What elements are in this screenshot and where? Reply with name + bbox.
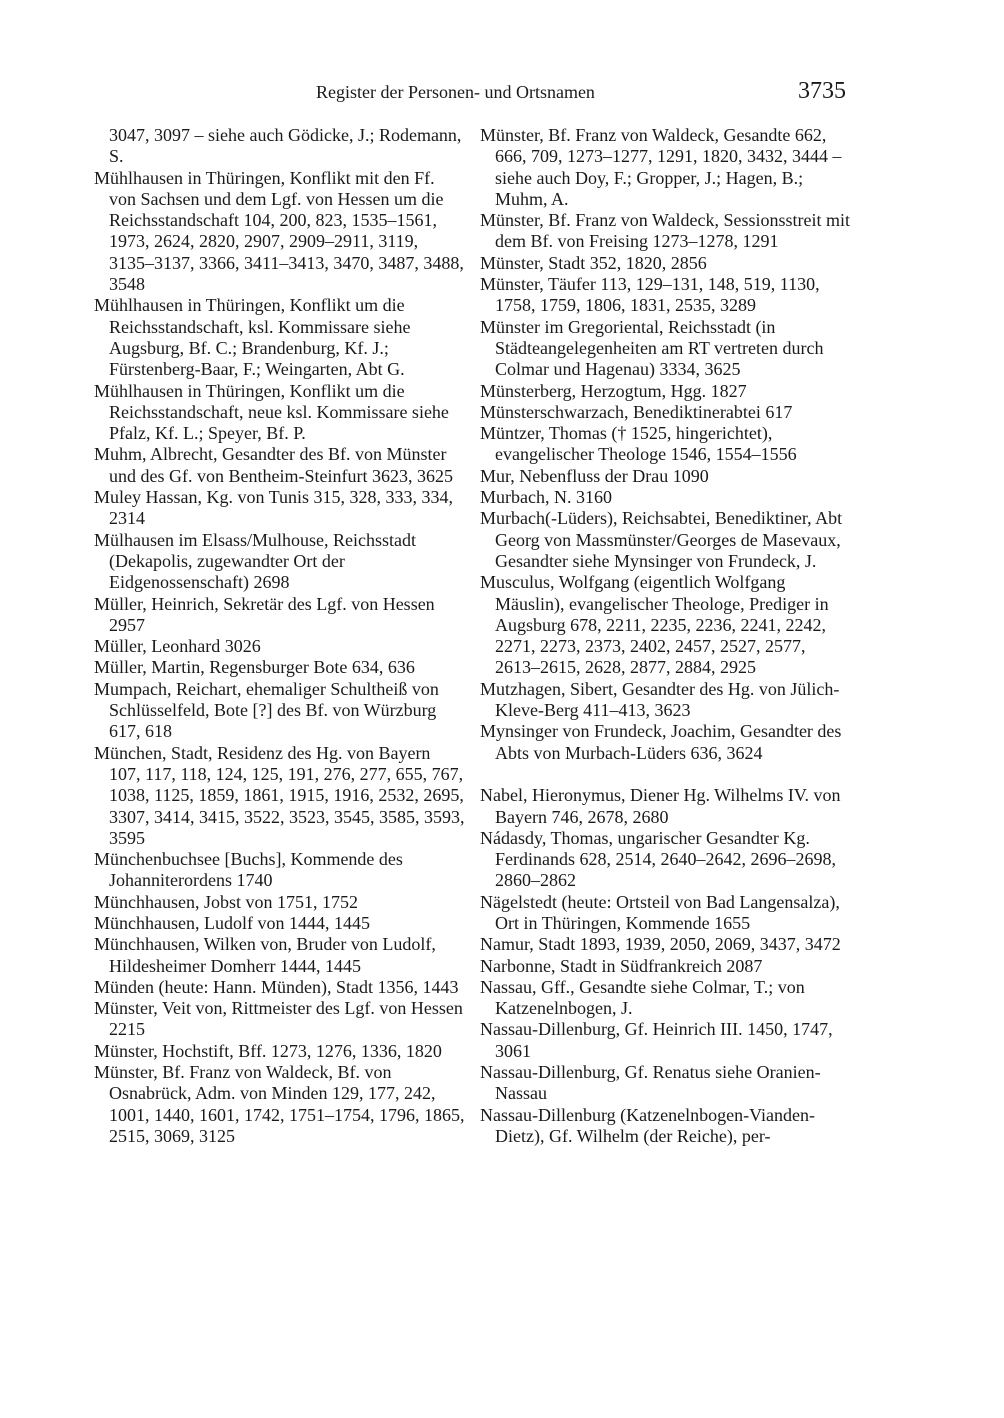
index-entry: Nassau-Dillenburg, Gf. Heinrich III. 1450, 1747, 3061 [480, 1019, 833, 1061]
index-entry: Mutzhagen, Sibert, Gesandter des Hg. von Jülich-Kleve-Berg 411–413, 3623 [480, 678, 840, 721]
index-entry: 3047, 3097 – siehe auch Gödicke, J.; Rodemann, S. [109, 125, 462, 167]
index-entry: Nassau, Gff., Gesandte siehe Colmar, T.; von Katzenelnbogen, J. [480, 976, 805, 1019]
letter-section-gap [480, 764, 854, 785]
index-column-left [94, 125, 466, 1147]
index-entry: Nabel, Hieronymus, Diener Hg. Wilhelms IV. von Bayern 746, 2678, 2680 [480, 785, 841, 827]
index-entry: Mülhausen im Elsass/Mulhouse, Reichsstadt (Dekapolis, zugewandter Ort der Eidgenossenschaft) 2698 [94, 529, 416, 593]
index-entry: Muley Hassan, Kg. von Tunis 315, 328, 333, 334, 2314 [94, 487, 454, 529]
index-entry: Münster im Gregoriental, Reichsstadt (in Städteangelegenheiten am RT vertreten durch Colmar und Hagenau) 3334, 3625 [480, 316, 824, 380]
index-entry: Müller, Martin, Regensburger Bote 634, 636 [94, 657, 415, 678]
index-entry: Nassau-Dillenburg (Katzenelnbogen-Vianden-Dietz), Gf. Wilhelm (der Reiche), per- [480, 1104, 815, 1146]
index-entry: Münchhausen, Jobst von 1751, 1752 [94, 891, 358, 912]
index-entry: Murbach(-Lüders), Reichsabtei, Benediktiner, Abt Georg von Massmünster/Georges de Masevaux, Gesandter siehe Mynsinger von Frundeck, J. [480, 508, 843, 571]
index-entry: Musculus, Wolfgang (eigentlich Wolfgang Mäuslin), evangelischer Theologe, Prediger in Augsburg 678, 2211, 2235, 2236, 2241, 2242, 2271, 2273, 2373, 2402, 2457, 2527, 2577, 2613–2615, 2628, 2877, 2884, 2925 [480, 572, 829, 678]
index-entry: Münster, Stadt 352, 1820, 2856 [480, 252, 707, 273]
index-entry: Münster, Bf. Franz von Waldeck, Bf. von Osnabrück, Adm. von Minden 129, 177, 242, 1001, 1440, 1601, 1742, 1751–1754, 1796, 1865, 2515, 3069, 3125 [94, 1062, 465, 1146]
index-entry: Nassau-Dillenburg, Gf. Renatus siehe Oranien-Nassau [480, 1062, 821, 1104]
page-number: 3735 [798, 78, 846, 104]
running-header [0, 78, 1004, 108]
index-entry: Mynsinger von Frundeck, Joachim, Gesandter des Abts von Murbach-Lüders 636, 3624 [480, 721, 842, 763]
index-entry: Muhm, Albrecht, Gesandter des Bf. von Münster und des Gf. von Bentheim-Steinfurt 3623, 3625 [94, 444, 453, 486]
index-entry: Nádasdy, Thomas, ungarischer Gesandter Kg. Ferdinands 628, 2514, 2640–2642, 2696–2698, 2860–2862 [480, 827, 836, 891]
index-entry: Münster, Hochstift, Bff. 1273, 1276, 1336, 1820 [94, 1040, 442, 1061]
index-column-right [480, 125, 854, 1147]
index-entry: Münsterschwarzach, Benediktinerabtei 617 [480, 401, 793, 422]
index-entry: Namur, Stadt 1893, 1939, 2050, 2069, 3437, 3472 [480, 934, 841, 955]
index-entry: Münster, Bf. Franz von Waldeck, Gesandte 662, 666, 709, 1273–1277, 1291, 1820, 3432, 3444 – siehe auch Doy, F.; Gropper, J.; Hagen, B.; Muhm, A. [480, 125, 842, 209]
index-entry: Münster, Bf. Franz von Waldeck, Sessionsstreit mit dem Bf. von Freising 1273–1278, 1291 [480, 210, 850, 252]
index-entry: Müller, Heinrich, Sekretär des Lgf. von Hessen 2957 [94, 593, 435, 635]
index-entry: Münchhausen, Wilken von, Bruder von Ludolf, Hildesheimer Domherr 1444, 1445 [94, 934, 436, 976]
index-entry: Narbonne, Stadt in Südfrankreich 2087 [480, 955, 763, 976]
index-entry: Mumpach, Reichart, ehemaliger Schultheiß von Schlüsselfeld, Bote [?] des Bf. von Würzburg 617, 618 [94, 678, 439, 742]
index-entry: Müntzer, Thomas († 1525, hingerichtet), evangelischer Theologe 1546, 1554–1556 [480, 423, 797, 465]
index-entry: Münden (heute: Hann. Münden), Stadt 1356, 1443 [94, 976, 459, 997]
index-entry: Münchenbuchsee [Buchs], Kommende des Johanniterordens 1740 [94, 849, 403, 891]
index-entry: Mur, Nebenfluss der Drau 1090 [480, 465, 709, 486]
index-entry: Nägelstedt (heute: Ortsteil von Bad Langensalza), Ort in Thüringen, Kommende 1655 [480, 891, 840, 933]
index-entry: Münster, Veit von, Rittmeister des Lgf. von Hessen 2215 [94, 998, 463, 1040]
index-entry: Müller, Leonhard 3026 [94, 636, 261, 657]
index-entry: Mühlhausen in Thüringen, Konflikt um die Reichsstandschaft, ksl. Kommissare siehe Augsburg, Bf. C.; Brandenburg, Kf. J.; Fürstenberg-Baar, F.; Weingarten, Abt G. [94, 295, 411, 380]
index-entry: Münsterberg, Herzogtum, Hgg. 1827 [480, 380, 747, 401]
index-entry: Murbach, N. 3160 [480, 487, 612, 508]
running-title: Register der Personen- und Ortsnamen [316, 82, 595, 102]
index-entry: Mühlhausen in Thüringen, Konflikt um die Reichsstandschaft, neue ksl. Kommissare siehe Pfalz, Kf. L.; Speyer, Bf. P. [94, 380, 449, 444]
index-entry: München, Stadt, Residenz des Hg. von Bayern 107, 117, 118, 124, 125, 191, 276, 277, 655, 767, 1038, 1125, 1859, 1861, 1915, 1916, 2532, 2695, 3307, 3414, 3415, 3522, 3523, 3545, 3585, 3593, 3595 [94, 742, 465, 848]
index-entry: Mühlhausen in Thüringen, Konflikt mit den Ff. von Sachsen und dem Lgf. von Hessen um die Reichsstandschaft 104, 200, 823, 1535–1561, 1973, 2624, 2820, 2907, 2909–2911, 3119, 3135–3137, 3366, 3411–3413, 3470, 3487, 3488, 3548 [94, 167, 464, 295]
index-entry: Münchhausen, Ludolf von 1444, 1445 [94, 912, 370, 933]
index-entry: Münster, Täufer 113, 129–131, 148, 519, 1130, 1758, 1759, 1806, 1831, 2535, 3289 [480, 274, 820, 316]
